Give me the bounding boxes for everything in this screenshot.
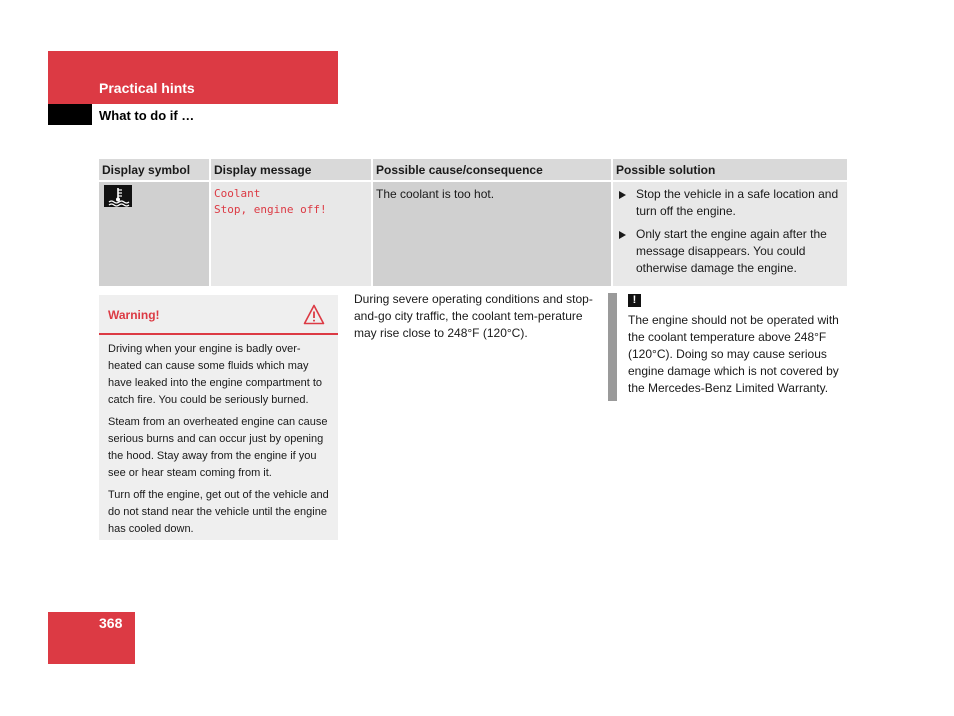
note-exclamation-icon: !: [628, 294, 641, 307]
solution-cell: [612, 181, 847, 286]
note-bar: [608, 293, 617, 401]
list-item: [616, 186, 844, 220]
note-text: The engine should not be operated with the coolant temperature above 248°F (120°C). Doing so may cause serious engine damage which is not covered by the Mercedes-Benz Limited Warranty.: [628, 313, 839, 395]
warning-body: [99, 335, 338, 538]
section-title: Practical hints: [99, 80, 195, 96]
display-message-table: [99, 159, 847, 286]
header-possible-cause: Possible cause/consequence: [372, 159, 612, 181]
page-number: 368: [99, 615, 123, 631]
warning-paragraph: Turn off the engine, get out of the vehicle and do not stand near the vehicle until the engine has cooled down.: [108, 489, 329, 535]
message-line: Stop, engine off!: [214, 203, 327, 216]
header-band: [48, 51, 338, 104]
warning-paragraph: Driving when your engine is badly over-heated can cause some fluids which may have leaked into the engine compartment to catch fire. You could be seriously burned.: [108, 343, 323, 406]
table-row: [99, 181, 847, 286]
table-header-row: [99, 159, 847, 181]
message-cell: [210, 181, 372, 286]
subsection-tab: [48, 104, 92, 125]
header-display-message: Display message: [210, 159, 372, 181]
cause-cell: The coolant is too hot.: [372, 181, 612, 286]
warning-box: [99, 295, 338, 540]
solution-text: Only start the engine again after the message disappears. You could otherwise damage the engine.: [636, 227, 827, 275]
bullet-arrow-icon: [619, 191, 626, 199]
coolant-temperature-icon: [104, 185, 132, 207]
header-possible-solution: Possible solution: [612, 159, 847, 181]
list-item: [616, 226, 844, 277]
warning-triangle-icon: [303, 304, 325, 325]
symbol-cell: [99, 181, 210, 286]
header-display-symbol: Display symbol: [99, 159, 210, 181]
subsection-title: What to do if …: [99, 108, 195, 123]
message-line: Coolant: [214, 187, 261, 200]
coolant-info-text: During severe operating conditions and stop-and-go city traffic, the coolant tem-perature may rise close to 248°F (120°C).: [354, 292, 593, 340]
warning-header: [99, 295, 338, 335]
warning-paragraph: Steam from an overheated engine can cause serious burns and can occur just by opening the hood. Stay away from the engine if you see or hear steam coming from it.: [108, 416, 328, 479]
bullet-arrow-icon: [619, 231, 626, 239]
solution-text: Stop the vehicle in a safe location and turn off the engine.: [636, 187, 839, 218]
solution-list: [616, 186, 844, 277]
warning-title: Warning!: [108, 308, 160, 322]
